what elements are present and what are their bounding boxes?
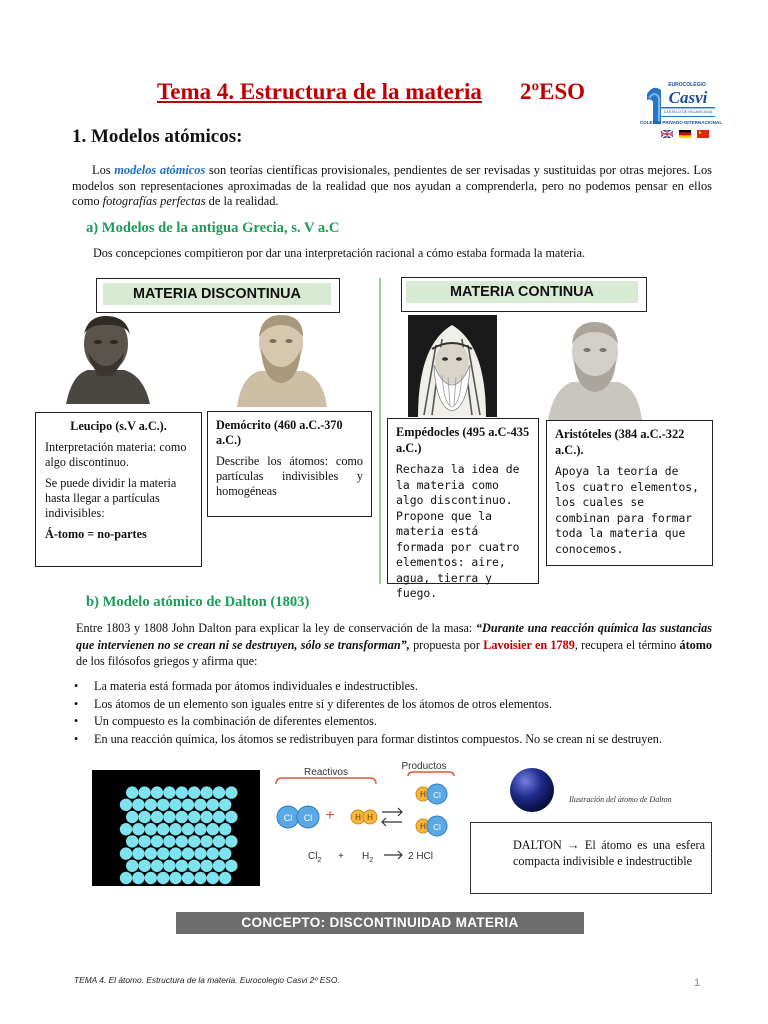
atom-sphere (176, 860, 188, 872)
bust-aristoteles-image (544, 316, 646, 420)
list-item: • En una reacción química, los átomos se redistribuyen para formar distintos compuestos. No se crean ni se destruyen. (74, 731, 662, 749)
list-item: • Un compuesto es la combinación de diferentes elementos. (74, 713, 662, 731)
page-footer: TEMA 4. El átomo. Estructura de la materia. Eurocolegio Casvi 2º ESO. (74, 975, 340, 985)
portrait-empedocles-image (408, 315, 497, 417)
bust-democrito-image (233, 311, 329, 407)
atom-sphere (188, 835, 200, 847)
dalton-sphere-illustration (476, 760, 676, 820)
atom-sphere (213, 835, 225, 847)
atom-sphere (182, 872, 194, 884)
atom-sphere (145, 872, 157, 884)
leucipo-p2: Se puede dividir la materia hasta llegar a partículas indivisibles: (45, 476, 177, 520)
atom-sphere (163, 811, 175, 823)
atom-sphere (145, 847, 157, 859)
svg-text:+: + (338, 851, 344, 862)
school-logo (639, 80, 723, 150)
atom-sphere (138, 811, 150, 823)
leucipo-p1: Interpretación materia: como algo discontinuo. (45, 440, 187, 469)
svg-text:H2: $H_2$ (362, 851, 374, 864)
atom-sphere (188, 811, 200, 823)
atom-sphere (219, 847, 231, 859)
atom-sphere (163, 860, 175, 872)
title-text: Tema 4. Estructura de la materia (157, 79, 482, 104)
atom-sphere (182, 823, 194, 835)
intro-text-2: son teorías científicas provisionales, pendientes de ser revisadas y sustituidas por otras mejores. Los modelos son representaciones aproximadas de la realidad que nos ayudan a comprenderla, pero no podemos pensar en ellos como (72, 163, 712, 209)
label-materia-continua: MATERIA CONTINUA (406, 281, 638, 303)
atom-sphere (207, 799, 219, 811)
svg-text:H: H (420, 822, 426, 831)
atom-sphere (138, 786, 150, 798)
productos-label: Productos (401, 761, 447, 772)
atom-sphere (126, 835, 138, 847)
atom-sphere (132, 799, 144, 811)
atom-sphere (194, 823, 206, 835)
packed-spheres (92, 770, 260, 886)
list-item: • La materia está formada por átomos individuales e indestructibles. (74, 678, 662, 696)
atom-sphere (225, 860, 237, 872)
atom-sphere (138, 860, 150, 872)
atom-sphere (182, 799, 194, 811)
atom-sphere (126, 860, 138, 872)
plus-sign: + (325, 807, 335, 824)
atom-sphere (120, 847, 132, 859)
atom-sphere (169, 799, 181, 811)
svg-text:EUROCOLEGIO: EUROCOLEGIO (668, 82, 706, 88)
atom-sphere (176, 811, 188, 823)
dalton-paragraph (76, 620, 712, 670)
atom-sphere (169, 872, 181, 884)
democrito-p1: Describe los átomos: como partículas indivisibles y homogéneas (216, 454, 363, 498)
aristoteles-p1: Apoya la teoría de los cuatro elementos, los cuales se combinan para formar toda la materia que conocemos. (555, 464, 700, 556)
atom-sphere (194, 872, 206, 884)
dalton-atomo: átomo (679, 637, 712, 652)
greece-intro: Dos concepciones compitieron por dar una interpretación racional a cómo estaba formada la materia. (93, 246, 586, 260)
intro-italic: fotografías perfectas (102, 194, 206, 209)
atom-sphere (188, 786, 200, 798)
atom-sphere (219, 823, 231, 835)
atom-sphere (188, 860, 200, 872)
atom-sphere (207, 823, 219, 835)
cl-atom-label: Cl (283, 813, 293, 823)
dalton-text-4: de los filósofos griegos y afirma que: (76, 654, 258, 669)
atom-sphere (169, 847, 181, 859)
atom-sphere (132, 847, 144, 859)
atom-sphere (219, 799, 231, 811)
dalton-text-3: , recupera el término (574, 637, 680, 652)
svg-text:Casvi: Casvi (668, 88, 708, 107)
card-leucipo (35, 412, 202, 567)
atom-sphere (151, 786, 163, 798)
atom-sphere (207, 847, 219, 859)
atom-sphere (120, 823, 132, 835)
democrito-name: Demócrito (460 a.C.-370 a.C.) (216, 418, 343, 447)
list-item: • Los átomos de un elemento son iguales entre sí y diferentes de los átomos de otros elementos. (74, 696, 662, 714)
subheading-dalton: b) Modelo atómico de Dalton (1803) (86, 594, 310, 610)
atom-sphere (200, 786, 212, 798)
svg-text:Cl: Cl (433, 791, 441, 800)
atom-sphere (225, 811, 237, 823)
svg-text:CASTILLO DE VILLAVICIOSA: CASTILLO DE VILLAVICIOSA (663, 110, 713, 114)
atom-sphere (213, 860, 225, 872)
atom-sphere (200, 835, 212, 847)
atom-sphere (126, 811, 138, 823)
atom-sphere (169, 823, 181, 835)
atom-sphere (213, 811, 225, 823)
atom-sphere (157, 872, 169, 884)
intro-highlight: modelos atómicos (114, 163, 206, 177)
atom-sphere (194, 799, 206, 811)
dalton-quote: “Durante una reacción química las sustancias que intervienen no se crean ni se destruyen, sólo se transforman”, (76, 621, 713, 652)
atom-sphere (182, 847, 194, 859)
empedocles-name: Empédocles (495 a.C-435 a.C.) (396, 425, 530, 455)
atom-sphere (200, 811, 212, 823)
atom-sphere (176, 786, 188, 798)
page-title (157, 79, 585, 105)
intro-text-1: Los (92, 163, 115, 177)
atom-sphere (157, 799, 169, 811)
cl-atom-label: Cl (303, 813, 313, 823)
atom-sphere (157, 847, 169, 859)
atom-sphere (163, 835, 175, 847)
leucipo-p3: Á-tomo = no-partes (45, 527, 147, 541)
lavoisier-ref: Lavoisier en 1789 (483, 637, 575, 652)
divider-line (379, 278, 381, 584)
atom-sphere (138, 835, 150, 847)
sphere-caption: Ilustración del átomo de Dalton (569, 795, 672, 804)
empedocles-p1: Rechaza la idea de la materia como algo discontinuo. Propone que la materia está formada por cuatro elementos: aire, agua, tierra y fuego. (396, 462, 520, 600)
dalton-postulates-list (74, 678, 662, 748)
intro-paragraph (72, 163, 712, 210)
atom-sphere (120, 872, 132, 884)
svg-text:H: H (420, 790, 426, 799)
subheading-greece: a) Modelos de la antigua Grecia, s. V a.C (86, 220, 340, 236)
course-level: 2ºESO (519, 79, 586, 104)
dalton-definition-box: DALTON → El átomo es una esfera compacta indivisible e indestructible (470, 822, 712, 894)
atom-sphere (145, 799, 157, 811)
atom-sphere (151, 860, 163, 872)
atom-sphere (213, 786, 225, 798)
atom-sphere (151, 811, 163, 823)
atom-sphere (200, 860, 212, 872)
atom-sphere (163, 786, 175, 798)
card-aristoteles (546, 420, 713, 566)
atom-sphere (120, 799, 132, 811)
svg-text:Cl: Cl (433, 823, 441, 832)
atom-sphere (194, 847, 206, 859)
svg-text:COLEGIO PRIVADO INTERNACIONAL: COLEGIO PRIVADO INTERNACIONAL (639, 120, 723, 125)
atom-sphere (151, 835, 163, 847)
atom-sphere (145, 823, 157, 835)
atom-sphere (126, 786, 138, 798)
label-materia-discontinua: MATERIA DISCONTINUA (103, 283, 331, 305)
atom-sphere (207, 872, 219, 884)
h-atom-label: H (367, 813, 373, 822)
page-number: 1 (694, 977, 701, 989)
leucipo-name: Leucipo (s.V a.C.). (70, 419, 167, 433)
atom-sphere (157, 823, 169, 835)
intro-text-3: de la realidad. (205, 194, 279, 209)
aristoteles-name: Aristóteles (384 a.C.-322 a.C.). (555, 427, 685, 457)
atom-sphere (219, 872, 231, 884)
atom-sphere (176, 835, 188, 847)
atom-sphere (132, 823, 144, 835)
section-heading-atomic-models: 1. Modelos atómicos: (72, 126, 243, 147)
reaction-diagram (268, 760, 466, 870)
packed-atoms-image (92, 770, 260, 886)
concept-banner: CONCEPTO: DISCONTINUIDAD MATERIA (176, 912, 584, 934)
atom-sphere (132, 872, 144, 884)
atom-sphere (225, 835, 237, 847)
dalton-text-1: Entre 1803 y 1808 John Dalton para explicar la ley de conservación de la masa: (76, 621, 476, 635)
dalton-text-2: propuesta por (409, 637, 484, 652)
h-atom-label: H (355, 813, 361, 822)
reactivos-label: Reactivos (304, 767, 348, 778)
svg-text:Cl2: $Cl_2$ (308, 851, 322, 864)
bust-leucipo-image (58, 312, 154, 404)
atom-sphere (225, 786, 237, 798)
hcl-label: 2 HCl (408, 851, 434, 862)
card-empedocles (387, 418, 539, 600)
card-democrito (207, 411, 372, 517)
